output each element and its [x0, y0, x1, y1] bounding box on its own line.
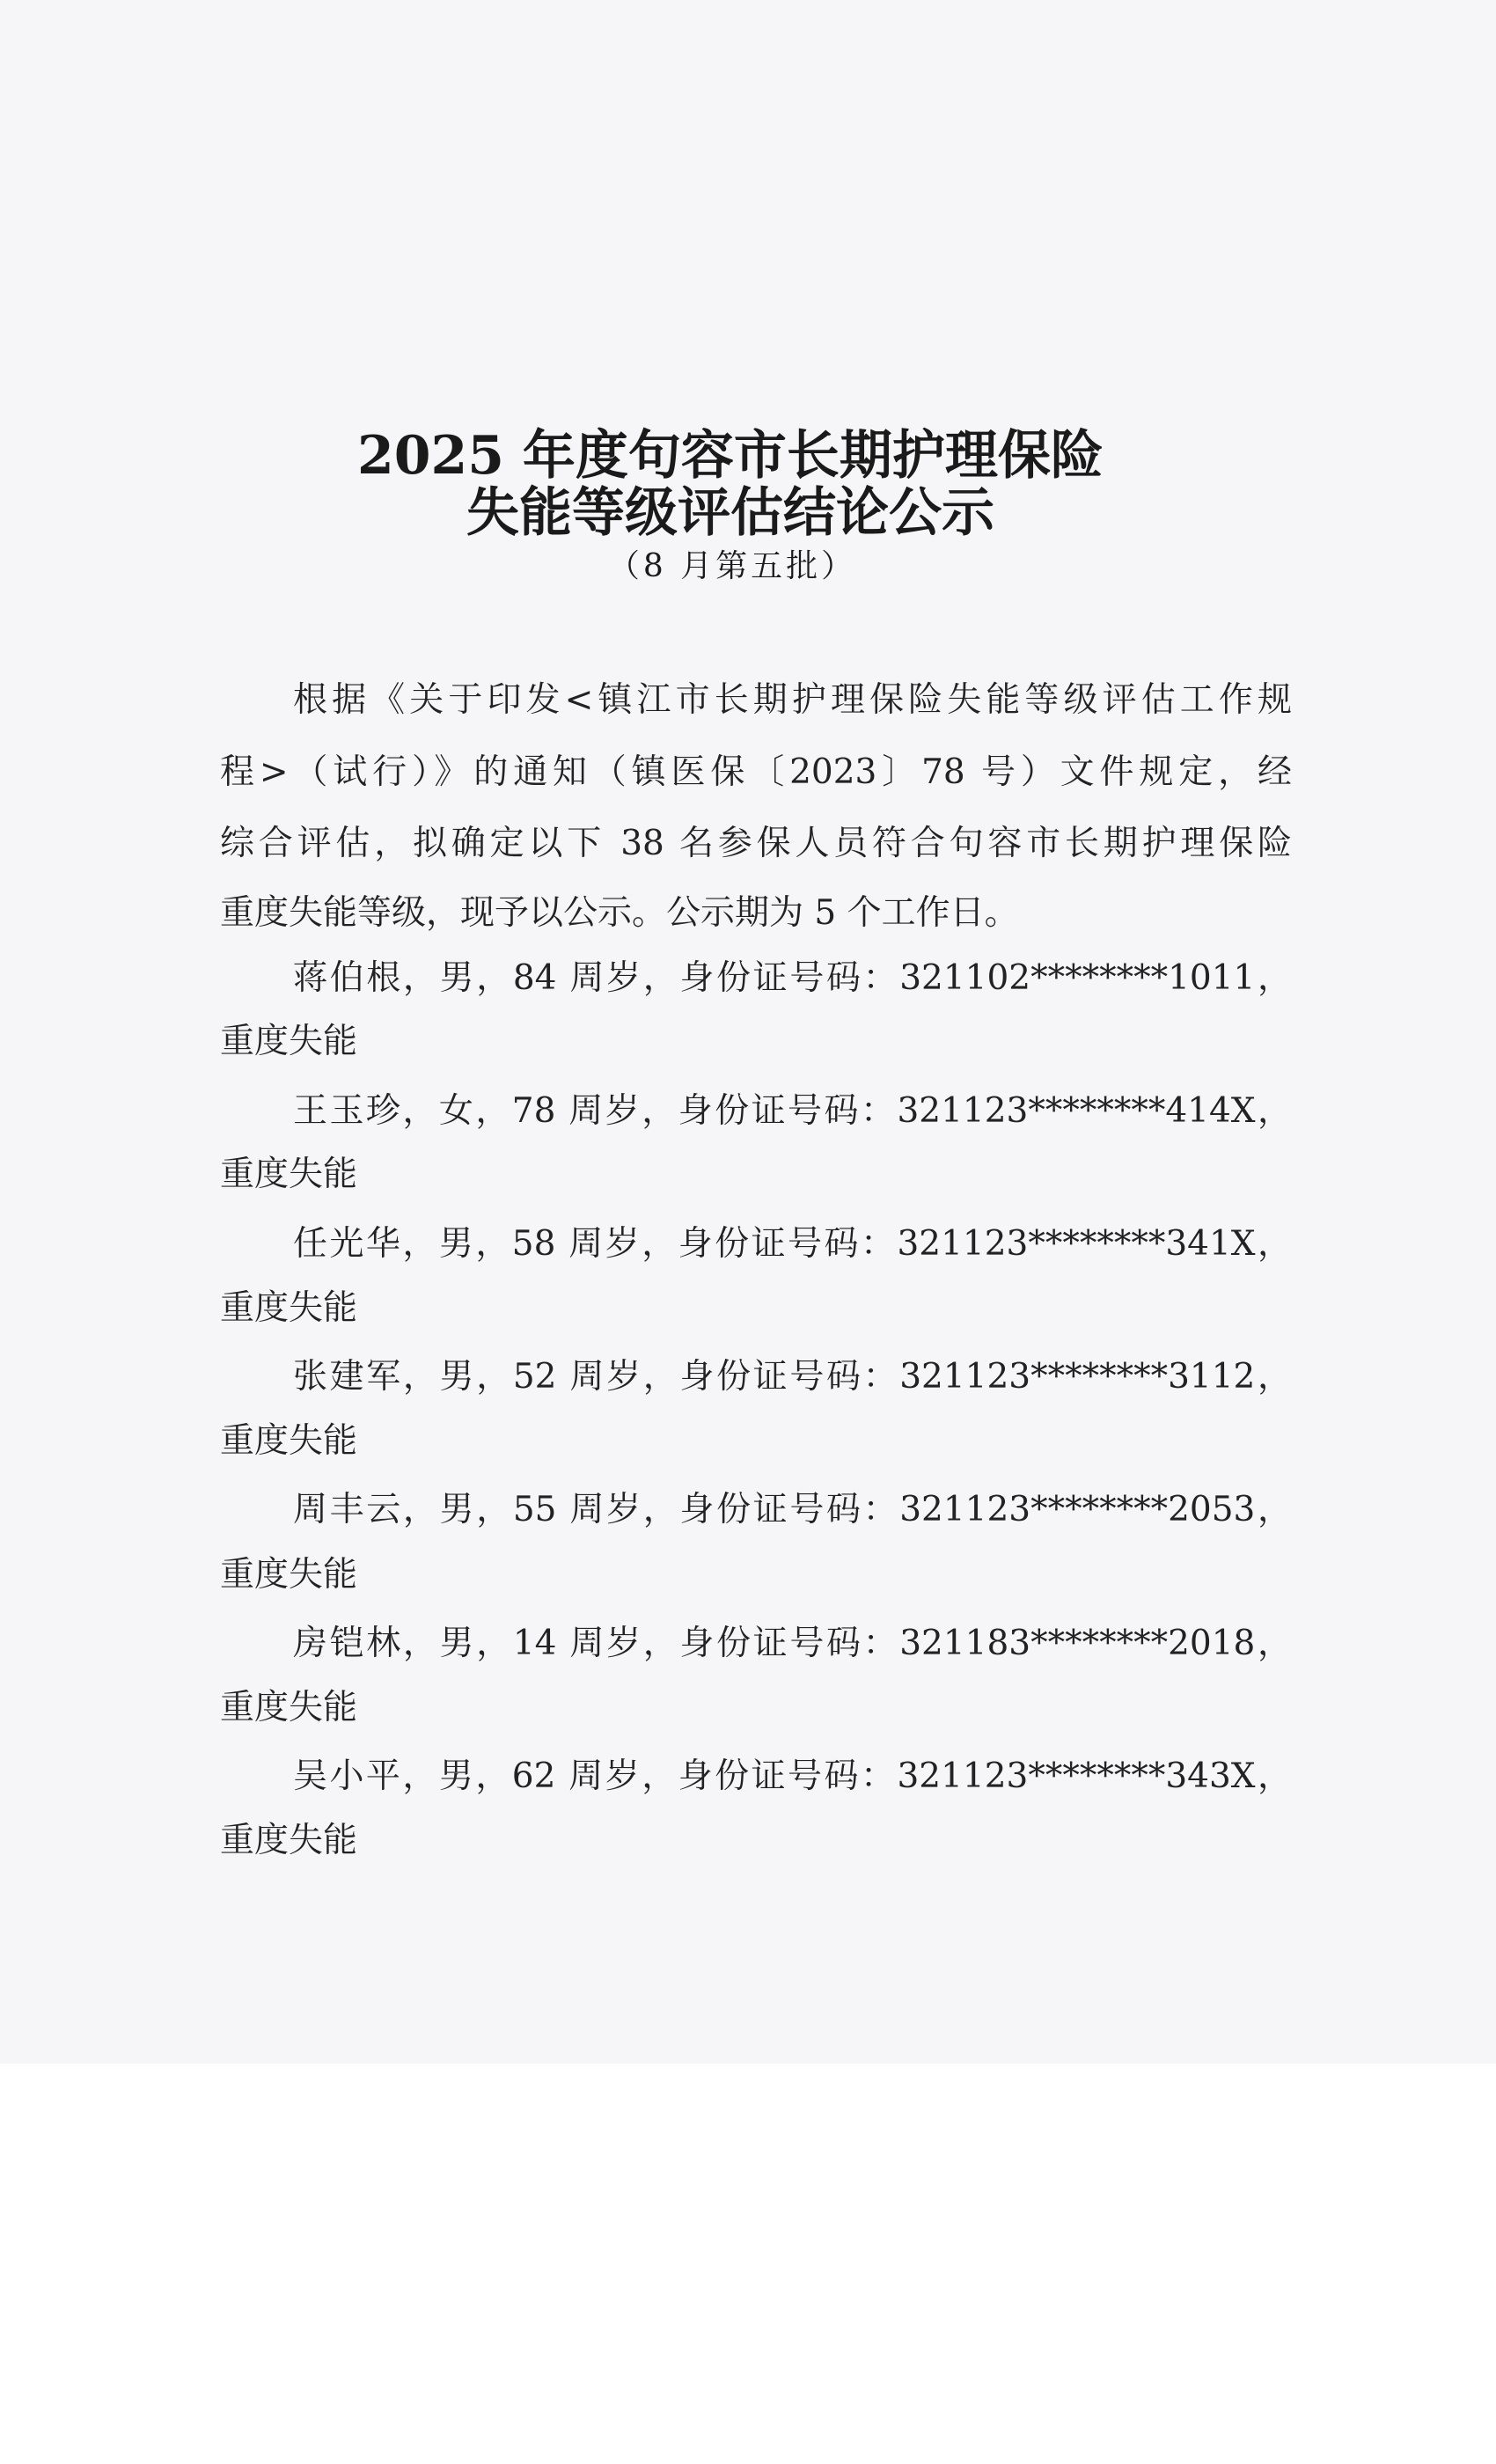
intro-line-2: 程>（试行）》的通知（镇医保〔2023〕78 号）文件规定，经	[220, 752, 1292, 792]
person-level-2: 重度失能	[220, 1155, 358, 1194]
person-entry-6: 房铠林，男，14 周岁，身份证号码：321183********2018，	[293, 1624, 1292, 1663]
document-title-line-1: 2025 年度句容市长期护理保险	[357, 425, 1104, 487]
person-entry-3: 任光华，男，58 周岁，身份证号码：321123********341X，	[293, 1224, 1292, 1264]
intro-line-3: 综合评估，拟确定以下 38 名参保人员符合句容市长期护理保险	[220, 824, 1292, 863]
person-level-3: 重度失能	[220, 1288, 358, 1328]
intro-line-1: 根据《关于印发<镇江市长期护理保险失能等级评估工作规	[293, 680, 1292, 720]
person-entry-7: 吴小平，男，62 周岁，身份证号码：321123********343X，	[293, 1756, 1292, 1796]
document-title-line-2: 失能等级评估结论公示	[466, 482, 994, 544]
person-entry-5: 周丰云，男，55 周岁，身份证号码：321123********2053，	[293, 1490, 1292, 1529]
document-subtitle: （8 月第五批）	[607, 548, 857, 584]
person-entry-4: 张建军，男，52 周岁，身份证号码：321123********3112，	[293, 1357, 1292, 1397]
person-entry-2: 王玉珍，女，78 周岁，身份证号码：321123********414X，	[293, 1091, 1292, 1131]
person-entry-1: 蒋伯根，男，84 周岁，身份证号码：321102********1011，	[293, 958, 1292, 998]
person-level-7: 重度失能	[220, 1821, 358, 1860]
intro-line-4: 重度失能等级，现予以公示。公示期为 5 个工作日。	[220, 893, 1019, 933]
person-level-6: 重度失能	[220, 1688, 358, 1727]
person-level-4: 重度失能	[220, 1421, 358, 1461]
person-level-1: 重度失能	[220, 1022, 358, 1061]
person-level-5: 重度失能	[220, 1555, 358, 1595]
